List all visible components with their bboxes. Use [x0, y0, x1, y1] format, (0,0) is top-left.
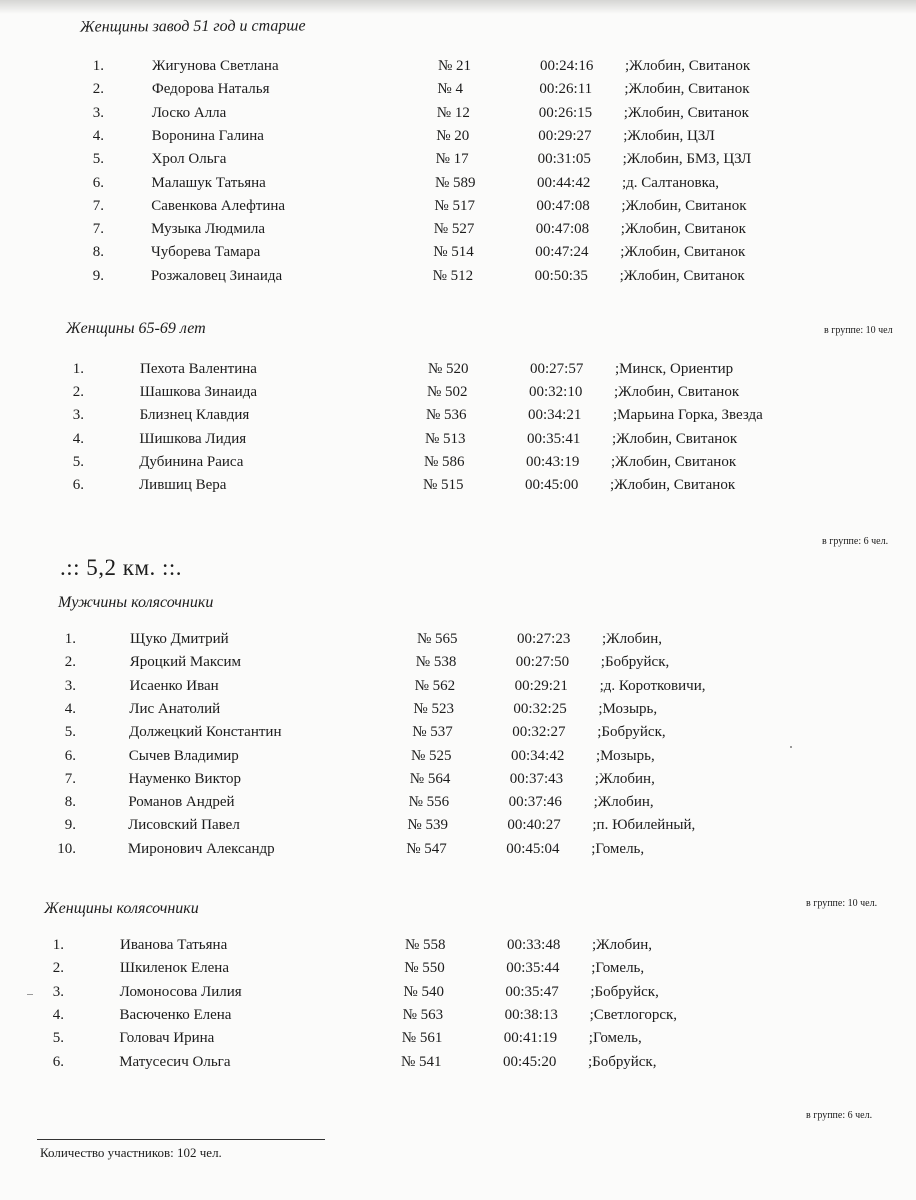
result-row — [0, 58, 916, 78]
place-number: 1. — [64, 631, 76, 647]
bib-number: № 512 — [432, 267, 474, 284]
finish-time: 00:41:19 — [503, 1030, 558, 1047]
result-row — [0, 361, 916, 381]
result-row — [0, 384, 916, 404]
athlete-name: Яроцкий Максим — [129, 654, 241, 671]
place-number: 2. — [52, 960, 64, 977]
section-title-women-65-69: Женщины 65-69 лет — [66, 320, 206, 337]
athlete-name: Лившиц Вера — [139, 477, 227, 493]
athlete-club: ;Бобруйск, — [597, 724, 666, 741]
athlete-name: Шашкова Зинаида — [139, 384, 257, 401]
athlete-name: Пехота Валентина — [140, 361, 257, 377]
athlete-club: ;д. Коротковичи, — [599, 677, 706, 694]
finish-time: 00:27:23 — [517, 631, 571, 647]
athlete-name: Розжаловец Зинаида — [150, 267, 283, 284]
place-number: 5. — [92, 151, 104, 168]
athlete-name: Иванова Татьяна — [120, 937, 228, 953]
athlete-name: Исаенко Иван — [129, 677, 219, 694]
athlete-name: Сычев Владимир — [128, 747, 239, 764]
bib-number: № 562 — [414, 677, 456, 694]
bib-number: № 558 — [405, 937, 446, 953]
finish-time: 00:35:44 — [506, 960, 560, 977]
place-number: 7. — [64, 770, 76, 787]
place-number: 3. — [72, 407, 84, 424]
result-row — [0, 654, 916, 674]
place-number: 6. — [64, 747, 76, 764]
athlete-club: ;Жлобин, — [593, 794, 654, 811]
athlete-name: Шишкова Лидия — [139, 430, 247, 447]
athlete-name: Должецкий Константин — [129, 724, 282, 741]
finish-time: 00:32:27 — [512, 724, 566, 741]
result-row — [0, 175, 916, 195]
place-number: 6. — [92, 174, 104, 191]
finish-time: 00:34:21 — [528, 407, 582, 424]
result-row — [0, 198, 916, 218]
place-number: 5. — [72, 453, 84, 470]
athlete-club: ;Жлобин, — [592, 937, 653, 953]
finish-time: 00:29:27 — [538, 127, 592, 144]
athlete-name: Головач Ирина — [119, 1030, 215, 1047]
section-title-women-factory-51: Женщины завод 51 год и старше — [79, 17, 306, 36]
athlete-club: ;Жлобин, Свитанок — [620, 221, 746, 238]
athlete-club: ;д. Салтановка, — [622, 174, 720, 191]
bib-number: № 586 — [424, 453, 465, 470]
result-row — [0, 81, 916, 101]
athlete-club: ;Бобруйск, — [588, 1053, 657, 1070]
bib-number: № 523 — [413, 700, 454, 717]
athlete-club: ;Жлобин, Свитанок — [610, 477, 736, 493]
result-row — [0, 771, 916, 791]
athlete-name: Федорова Наталья — [151, 81, 270, 98]
athlete-club: ;Жлобин, БМЗ, ЦЗЛ — [622, 151, 752, 168]
result-row — [0, 244, 916, 264]
finish-time: 00:45:04 — [506, 840, 560, 857]
finish-time: 00:44:42 — [537, 174, 591, 191]
finish-time: 00:43:19 — [526, 453, 580, 470]
finish-time: 00:29:21 — [514, 677, 568, 694]
bib-number: № 537 — [412, 724, 453, 741]
result-row — [0, 1030, 916, 1050]
result-row — [0, 221, 916, 241]
bib-number: № 520 — [428, 361, 469, 377]
place-number: 4. — [64, 700, 76, 717]
bib-number: № 536 — [426, 407, 467, 424]
athlete-name: Лисовский Павел — [128, 817, 240, 834]
finish-time: 00:37:43 — [509, 770, 564, 787]
place-number: 1. — [92, 58, 104, 74]
scan-speck — [27, 994, 33, 995]
athlete-club: ;Марьина Горка, Звезда — [613, 407, 763, 424]
section-title-women-wheelchair: Женщины колясочники — [44, 900, 199, 917]
place-number: 6. — [52, 1053, 64, 1070]
finish-time: 00:47:08 — [535, 221, 590, 238]
bib-number: № 565 — [417, 631, 458, 647]
result-row — [0, 477, 916, 497]
athlete-name: Миронович Александр — [127, 840, 275, 857]
finish-time: 00:32:10 — [529, 384, 583, 401]
athlete-club: ;Гомель, — [591, 840, 645, 857]
result-row — [0, 151, 916, 171]
athlete-name: Музыка Людмила — [151, 221, 266, 238]
finish-time: 00:47:24 — [535, 244, 589, 261]
place-number: 2. — [92, 81, 104, 98]
athlete-club: ;Бобруйск, — [600, 654, 670, 671]
finish-time: 00:35:41 — [527, 430, 581, 447]
result-row — [0, 984, 916, 1004]
finish-time: 00:50:35 — [534, 267, 588, 284]
finish-time: 00:40:27 — [507, 817, 561, 834]
group-count-women-wheelchair: в группе: 6 чел. — [806, 1110, 873, 1121]
place-number: 10. — [57, 840, 76, 857]
result-row — [0, 128, 916, 148]
bib-number: № 539 — [407, 817, 448, 834]
athlete-name: Воронина Галина — [151, 127, 264, 144]
athlete-name: Романов Андрей — [128, 794, 235, 811]
result-row — [0, 701, 916, 721]
result-row — [0, 817, 916, 837]
athlete-club: ;Жлобин, Свитанок — [621, 197, 747, 214]
result-row — [0, 105, 916, 125]
bib-number: № 564 — [409, 770, 451, 787]
athlete-name: Лоско Алла — [151, 104, 227, 121]
athlete-name: Хрол Ольга — [151, 151, 227, 168]
result-row — [0, 1007, 916, 1027]
athlete-name: Щуко Дмитрий — [130, 631, 229, 647]
bib-number: № 17 — [435, 151, 469, 168]
bib-number: № 541 — [401, 1053, 442, 1070]
participants-total: Количество участников: 102 чел. — [40, 1145, 222, 1160]
athlete-name: Дубинина Раиса — [139, 453, 244, 470]
athlete-name: Чуборева Тамара — [151, 244, 261, 261]
finish-time: 00:27:50 — [515, 654, 570, 671]
bib-number: № 514 — [433, 244, 474, 261]
athlete-name: Жигунова Светлана — [152, 58, 279, 74]
place-number: 8. — [92, 244, 104, 261]
athlete-club: ;Жлобин, — [594, 770, 655, 787]
bib-number: № 525 — [411, 747, 452, 764]
footer-divider — [37, 1139, 325, 1140]
place-number: 2. — [72, 384, 84, 401]
result-row — [0, 724, 916, 744]
result-row — [0, 937, 916, 957]
group-count-men-wheelchair: в группе: 10 чел. — [806, 898, 878, 909]
result-row — [0, 748, 916, 768]
place-number: 9. — [64, 817, 76, 834]
bib-number: № 20 — [436, 127, 470, 144]
athlete-name: Науменко Виктор — [128, 770, 242, 787]
finish-time: 00:27:57 — [530, 361, 584, 377]
bib-number: № 563 — [402, 1006, 444, 1023]
finish-time: 00:26:11 — [539, 81, 593, 98]
athlete-club: ;Жлобин, Свитанок — [620, 244, 746, 261]
athlete-club: ;Гомель, — [588, 1030, 642, 1047]
bib-number: № 540 — [403, 983, 444, 1000]
distance-label: .:: 5,2 км. ::. — [60, 555, 183, 580]
finish-time: 00:47:08 — [536, 197, 590, 214]
finish-time: 00:32:25 — [513, 700, 567, 717]
finish-time: 00:37:46 — [508, 794, 562, 811]
athlete-club: ;Гомель, — [591, 960, 645, 977]
athlete-name: Васюченко Елена — [119, 1006, 232, 1023]
place-number: 7. — [92, 221, 104, 238]
athlete-name: Ломоносова Лилия — [119, 983, 242, 1000]
bib-number: № 513 — [425, 430, 466, 447]
place-number: 3. — [64, 677, 76, 694]
result-row — [0, 841, 916, 861]
athlete-club: ;Светлогорск, — [589, 1006, 678, 1023]
athlete-club: ;Жлобин, Свитанок — [614, 384, 740, 401]
athlete-name: Шкиленок Елена — [119, 960, 229, 977]
result-row — [0, 1054, 916, 1074]
athlete-club: ;Мозырь, — [598, 700, 658, 717]
result-row — [0, 960, 916, 980]
athlete-name: Матусесич Ольга — [119, 1053, 231, 1070]
place-number: 3. — [52, 983, 64, 1000]
athlete-name: Малашук Татьяна — [151, 174, 266, 191]
result-row — [0, 454, 916, 474]
place-number: 1. — [72, 361, 84, 377]
finish-time: 00:34:42 — [511, 747, 565, 764]
place-number: 6. — [72, 477, 84, 493]
athlete-club: ;п. Юбилейный, — [592, 817, 696, 834]
athlete-name: Близнец Клавдия — [139, 407, 250, 424]
finish-time: 00:38:13 — [504, 1006, 558, 1023]
place-number: 2. — [64, 654, 76, 671]
place-number: 9. — [92, 267, 104, 284]
bib-number: № 556 — [408, 794, 450, 811]
bib-number: № 21 — [438, 58, 472, 74]
finish-time: 00:31:05 — [537, 151, 591, 168]
place-number: 3. — [92, 104, 104, 121]
result-row — [0, 794, 916, 814]
section-title-men-wheelchair: Мужчины колясочники — [58, 594, 214, 611]
athlete-name: Лис Анатолий — [129, 700, 221, 717]
athlete-club: ;Жлобин, Свитанок — [619, 267, 745, 284]
place-number: 1. — [52, 937, 64, 953]
athlete-club: ;Жлобин, — [602, 631, 663, 647]
place-number: 7. — [92, 197, 104, 214]
place-number: 5. — [64, 724, 76, 741]
result-row — [0, 678, 916, 698]
result-row — [0, 431, 916, 451]
finish-time: 00:45:00 — [525, 477, 579, 493]
bib-number: № 538 — [415, 654, 457, 671]
finish-time: 00:24:16 — [540, 58, 594, 74]
bib-number: № 515 — [423, 477, 464, 493]
athlete-club: ;Жлобин, ЦЗЛ — [623, 127, 715, 144]
athlete-club: ;Жлобин, Свитанок — [624, 81, 750, 98]
place-number: 4. — [72, 430, 84, 447]
scan-speck — [790, 746, 792, 748]
athlete-club: ;Жлобин, Свитанок — [611, 453, 737, 470]
bib-number: № 4 — [437, 81, 463, 98]
group-count-women-factory-51: в группе: 10 чел — [824, 325, 893, 336]
finish-time: 00:45:20 — [503, 1053, 557, 1070]
scan-shadow — [0, 0, 916, 14]
athlete-club: ;Жлобин, Свитанок — [625, 58, 751, 74]
athlete-club: ;Жлобин, Свитанок — [612, 430, 738, 447]
place-number: 8. — [64, 794, 76, 811]
athlete-club: ;Жлобин, Свитанок — [623, 104, 749, 121]
finish-time: 00:33:48 — [507, 937, 561, 953]
place-number: 4. — [92, 127, 104, 144]
bib-number: № 550 — [404, 960, 445, 977]
athlete-club: ;Бобруйск, — [590, 983, 659, 1000]
bib-number: № 547 — [406, 840, 447, 857]
bib-number: № 561 — [401, 1030, 443, 1047]
finish-time: 00:26:15 — [538, 104, 593, 121]
athlete-club: ;Минск, Ориентир — [615, 361, 734, 377]
place-number: 5. — [52, 1030, 64, 1047]
bib-number: № 517 — [434, 197, 475, 214]
place-number: 4. — [52, 1006, 64, 1023]
athlete-club: ;Мозырь, — [596, 747, 655, 764]
bib-number: № 527 — [433, 221, 475, 238]
result-row — [0, 631, 916, 651]
bib-number: № 502 — [427, 384, 468, 401]
bib-number: № 12 — [436, 104, 470, 121]
result-row — [0, 407, 916, 427]
result-row — [0, 268, 916, 288]
finish-time: 00:35:47 — [505, 983, 559, 1000]
bib-number: № 589 — [435, 174, 476, 191]
group-count-women-65-69: в группе: 6 чел. — [822, 536, 889, 547]
athlete-name: Савенкова Алефтина — [151, 197, 286, 214]
